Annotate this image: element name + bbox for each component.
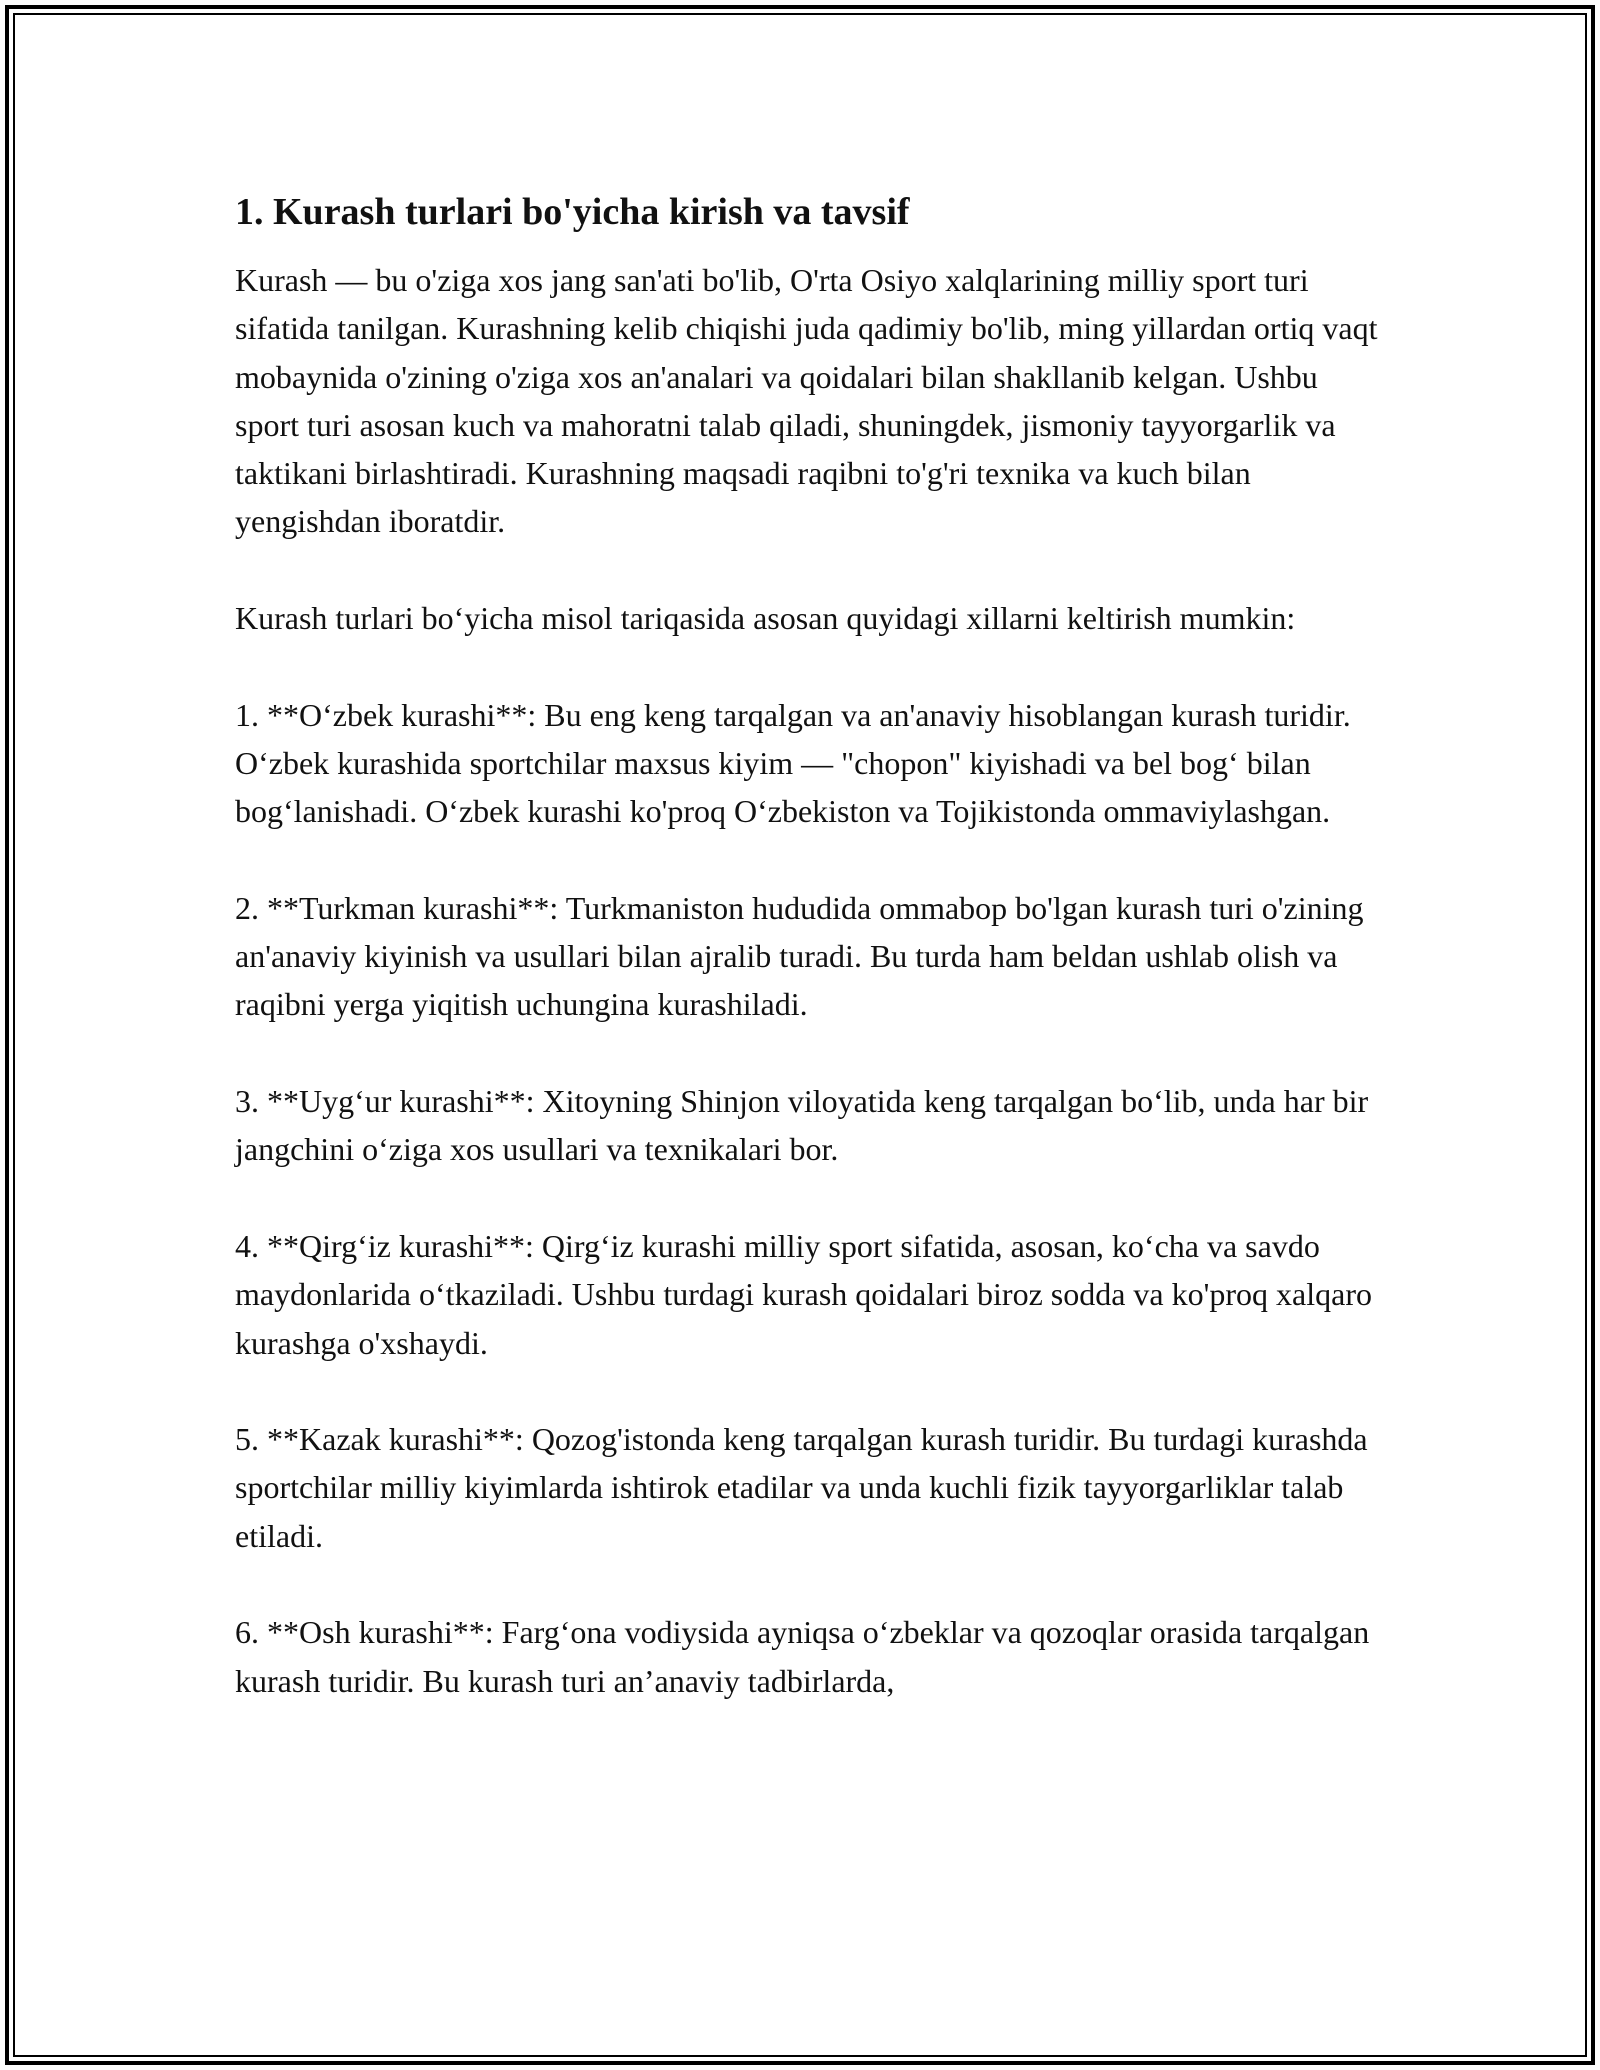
paragraph-osh-kurash: 6. **Osh kurashi**: Farg‘ona vodiysida ayniqsa o‘zbeklar va qozoqlar orasida tarqalgan kurash turidir. Bu kurash turi an’anaviy tadbirlarda, <box>235 1614 1370 1699</box>
section-title: 1. Kurash turlari bo'yicha kirish va tavsif <box>235 191 910 233</box>
paragraph-intro: Kurash — bu o'ziga xos jang san'ati bo'lib, O'rta Osiyo xalqlarining milliy sport turi sifatida tanilgan. Kurashning kelib chiqishi juda qadimiy bo'lib, ming yillardan ortiq vaqt mobaynida o'zining o'ziga xos an'analari va qoidalari bilan shakllanib kelgan. Ushbu sport turi asosan kuch va mahoratni talab qiladi, shuningdek, jismoniy tayyorgarlik va taktikani birlashtiradi. Kurashning maqsadi raqibni to'g'ri texnika va kuch bilan yengishdan iboratdir. <box>235 262 1378 540</box>
paragraph-types-lead: Kurash turlari bo‘yicha misol tariqasida asosan quyidagi xillarni keltirish mumkin: <box>235 600 1296 637</box>
document-body <box>235 188 1380 1753</box>
paragraph-uzbek-kurash: 1. **O‘zbek kurashi**: Bu eng keng tarqalgan va an'anaviy hisoblangan kurash turidir. O‘zbek kurashida sportchilar maxsus kiyim — "chopon" kiyishadi va bel bog‘ bilan bog‘lanishadi. O‘zbek kurashi ko'proq O‘zbekiston va Tojikistonda ommaviylashgan. <box>235 696 1351 830</box>
paragraph-qirgiz-kurash: 4. **Qirg‘iz kurashi**: Qirg‘iz kurashi milliy sport sifatida, asosan, ko‘cha va savdo maydonlarida o‘tkaziladi. Ushbu turdagi kurash qoidalari biroz sodda va ko'proq xalqaro kurashga o'xshaydi. <box>235 1227 1372 1361</box>
paragraph-turkman-kurash: 2. **Turkman kurashi**: Turkmaniston hududida ommabop bo'lgan kurash turi o'zining an'anaviy kiyinish va usullari bilan ajralib turadi. Bu turda ham beldan ushlab olish va raqibni yerga yiqitish uchungina kurashiladi. <box>235 889 1364 1023</box>
paragraph-kazak-kurash: 5. **Kazak kurashi**: Qozog'istonda keng tarqalgan kurash turidir. Bu turdagi kurashda sportchilar milliy kiyimlarda ishtirok etadilar va unda kuchli fizik tayyorgarliklar talab etiladi. <box>235 1421 1368 1554</box>
paragraph-uygur-kurash: 3. **Uyg‘ur kurashi**: Xitoyning Shinjon viloyatida keng tarqalgan bo‘lib, unda har bir jangchini o‘ziga xos usullari va texnikalari bor. <box>235 1083 1369 1168</box>
